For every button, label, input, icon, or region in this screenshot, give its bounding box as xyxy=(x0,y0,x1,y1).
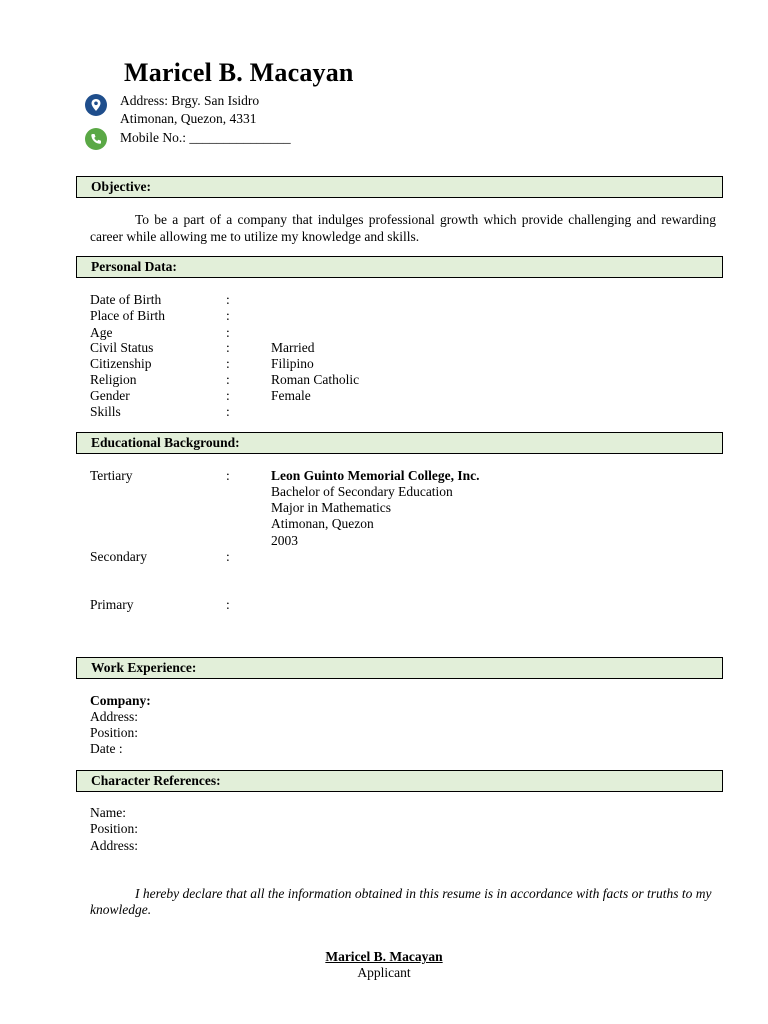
section-character-references: Character References: xyxy=(76,770,723,792)
tertiary-label: Tertiary xyxy=(90,468,133,483)
tertiary-year: 2003 xyxy=(271,533,298,548)
signature-role: Applicant xyxy=(357,965,411,980)
secondary-colon: : xyxy=(226,549,230,564)
pd-label: Place of Birth xyxy=(90,308,165,323)
phone-icon xyxy=(85,128,107,150)
objective-text: To be a part of a company that indulges professional growth which provide challenging and rewarding career while allowing me to utilize my knowledge and skills. xyxy=(90,212,716,244)
pd-colon: : xyxy=(226,372,230,387)
reference-address-label: Address: xyxy=(90,838,138,853)
location-pin-icon xyxy=(85,94,107,116)
mobile-number: Mobile No.: _______________ xyxy=(120,130,291,145)
section-work-experience: Work Experience: xyxy=(76,657,723,679)
address-line-2: Atimonan, Quezon, 4331 xyxy=(120,111,257,126)
pd-label: Civil Status xyxy=(90,340,154,355)
section-educational-background: Educational Background: xyxy=(76,432,723,454)
work-date-label: Date : xyxy=(90,741,123,756)
section-personal-data: Personal Data: xyxy=(76,256,723,278)
tertiary-major: Major in Mathematics xyxy=(271,500,391,515)
pd-label: Gender xyxy=(90,388,130,403)
work-company-label: Company: xyxy=(90,693,151,708)
pd-label: Citizenship xyxy=(90,356,152,371)
pd-label: Skills xyxy=(90,404,121,419)
address-line-1: Address: Brgy. San Isidro xyxy=(120,93,260,108)
pd-value: Roman Catholic xyxy=(271,372,360,387)
pd-label: Date of Birth xyxy=(90,292,162,307)
pd-value: Married xyxy=(271,340,315,355)
reference-name-label: Name: xyxy=(90,805,126,820)
primary-colon: : xyxy=(226,597,230,612)
tertiary-school: Leon Guinto Memorial College, Inc. xyxy=(271,468,480,483)
reference-position-label: Position: xyxy=(90,821,139,836)
pd-colon: : xyxy=(226,308,230,323)
work-address-label: Address: xyxy=(90,709,138,724)
applicant-name: Maricel B. Macayan xyxy=(124,58,354,87)
pd-colon: : xyxy=(226,356,230,371)
work-position-label: Position: xyxy=(90,725,139,740)
pd-label: Religion xyxy=(90,372,137,387)
pd-colon: : xyxy=(226,325,230,340)
pd-value: Female xyxy=(271,388,311,403)
secondary-label: Secondary xyxy=(90,549,147,564)
pd-label: Age xyxy=(90,325,113,340)
pd-colon: : xyxy=(226,292,230,307)
tertiary-colon: : xyxy=(226,468,230,483)
pd-value: Filipino xyxy=(271,356,314,371)
declaration-text: I hereby declare that all the information obtained in this resume is in accordance with facts or truths to my knowledge. xyxy=(90,886,712,917)
primary-label: Primary xyxy=(90,597,134,612)
tertiary-location: Atimonan, Quezon xyxy=(271,516,374,531)
pd-colon: : xyxy=(226,340,230,355)
pd-colon: : xyxy=(226,388,230,403)
pd-colon: : xyxy=(226,404,230,419)
tertiary-degree: Bachelor of Secondary Education xyxy=(271,484,453,499)
signature-name: Maricel B. Macayan xyxy=(325,949,443,964)
section-objective: Objective: xyxy=(76,176,723,198)
